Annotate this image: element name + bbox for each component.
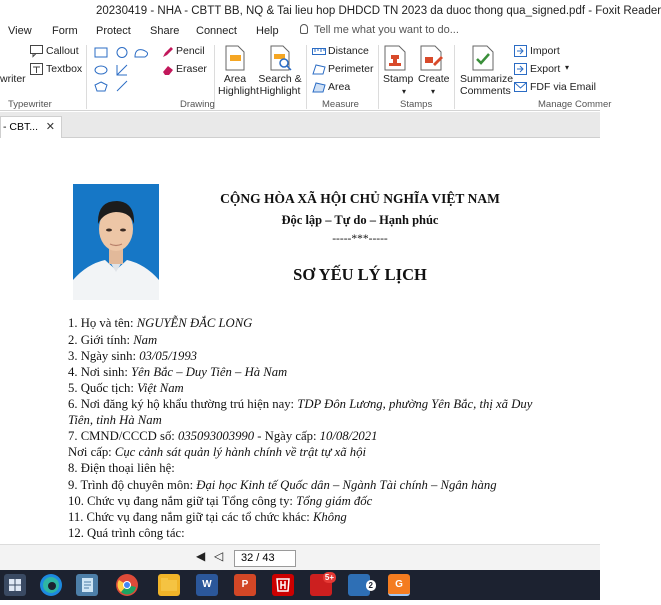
file-explorer-icon[interactable] [158, 574, 180, 596]
create-stamp-icon [420, 45, 444, 71]
national-header: CỘNG HÒA XÃ HỘI CHỦ NGHĨA VIỆT NAM [220, 191, 500, 206]
chrome-icon[interactable] [116, 574, 138, 596]
taskbar [0, 570, 600, 600]
edge-logo-icon [40, 574, 62, 596]
export-button[interactable]: Export [530, 63, 561, 75]
textbox-button[interactable]: Textbox [46, 63, 83, 75]
field-id [68, 429, 377, 444]
menu-bar [0, 22, 600, 41]
separator [454, 45, 455, 109]
field-phone [68, 461, 175, 476]
stamps-group-label: Stamps [400, 99, 433, 110]
summarize-comments-button[interactable] [460, 73, 514, 97]
ribbon [0, 41, 612, 111]
field-value: TDP Đôn Lương, phường Yên Bắc, thị xã Duy [297, 397, 533, 411]
manage-comments-group-label: Manage Commer [538, 99, 612, 110]
field-value: Nam [133, 333, 158, 347]
edge-browser-icon[interactable] [40, 574, 62, 596]
import-button[interactable]: Import [530, 45, 560, 57]
field-label: 11. Chức vụ đang nắm giữ tại các tổ chức khác: [68, 510, 313, 524]
import-icon [514, 45, 527, 57]
field-label: 10. Chức vụ đang nắm giữ tại Tổng công ty: [68, 494, 297, 508]
typewriter-group-label: Typewriter [8, 99, 52, 110]
menu-connect[interactable]: Connect [196, 25, 237, 37]
drawing-shapes-icons [93, 45, 153, 91]
perimeter-icon [312, 64, 326, 75]
separator [306, 45, 307, 109]
field-education [68, 478, 497, 493]
document-title: SƠ YẾU LÝ LỊCH [293, 265, 427, 284]
page-navigation [0, 544, 600, 570]
email-icon [514, 81, 527, 93]
field-work-history [68, 526, 185, 541]
field-label: 12. Quá trình công tác: [68, 526, 185, 540]
field-nationality [68, 381, 184, 396]
summarize-label-1: Summarize [460, 73, 514, 85]
callout-icon [30, 45, 43, 57]
close-tab-icon[interactable]: ✕ [45, 121, 55, 133]
field-label: 7. CMND/CCCD số: [68, 429, 178, 443]
windows-logo-icon [4, 574, 26, 596]
notepad-logo-icon [76, 574, 98, 596]
search-highlight-label-1: Search & [258, 73, 302, 85]
field-label: - Ngày cấp: [254, 429, 320, 443]
perimeter-button[interactable]: Perimeter [328, 63, 374, 75]
field-value: Đại học Kinh tế Quốc dân – Ngành Tài chính – Ngân hàng [196, 478, 497, 492]
title-bar [0, 0, 661, 22]
folder-icon [158, 574, 180, 596]
previous-page-icon[interactable]: ◁ [214, 549, 224, 563]
field-issued-by [68, 445, 366, 460]
field-value: Cục cảnh sát quản lý hành chính về trật tự xã hội [114, 445, 366, 459]
field-value: Tổng giám đốc [296, 494, 373, 508]
summarize-comments-icon [472, 45, 496, 71]
area-highlight-button[interactable] [218, 73, 259, 97]
field-label: 4. Nơi sinh: [68, 365, 132, 379]
header-divider: -----***----- [332, 233, 388, 245]
export-icon [514, 63, 527, 75]
area-measure-icon [312, 82, 326, 93]
area-highlight-label-2: Highlight [218, 85, 259, 97]
field-label: 9. Trình độ chuyên môn: [68, 478, 197, 492]
callout-button[interactable]: Callout [46, 45, 79, 57]
field-label: 2. Giới tính: [68, 333, 134, 347]
search-highlight-button[interactable] [258, 73, 302, 97]
eraser-button[interactable]: Eraser [176, 63, 207, 75]
menu-form[interactable]: Form [52, 25, 78, 37]
field-label: 3. Ngày sinh: [68, 349, 140, 363]
field-value: 03/05/1993 [139, 349, 198, 363]
summarize-label-2: Comments [460, 85, 511, 97]
field-value: 035093003990 [177, 429, 255, 443]
menu-share[interactable]: Share [150, 25, 180, 37]
field-value: Không [312, 510, 347, 524]
stamp-button[interactable]: Stamp [383, 73, 414, 85]
measure-group-label: Measure [322, 99, 359, 110]
distance-icon [312, 46, 326, 56]
field-label: 1. Họ và tên: [68, 316, 137, 330]
notification-badge: 5+ [324, 573, 334, 582]
field-birthplace [68, 365, 287, 380]
pencil-icon [162, 46, 174, 58]
foxit-reader-icon[interactable]: G [388, 574, 410, 596]
typewriter-button[interactable]: writer [0, 73, 26, 85]
field-value: Tiên, tỉnh Hà Nam [68, 413, 162, 427]
field-value: 10/08/2021 [319, 429, 378, 443]
notepad-icon[interactable] [76, 574, 98, 596]
search-highlight-label-2: Highlight [259, 85, 301, 97]
field-other-position [68, 510, 347, 525]
stamp-dropdown-icon[interactable]: ▾ [402, 87, 407, 96]
area-highlight-label-1: Area [223, 73, 247, 85]
document-tab[interactable] [0, 116, 62, 138]
first-page-icon[interactable]: ◀ [196, 549, 206, 563]
area-measure-button[interactable]: Area [328, 81, 351, 93]
textbox-icon [30, 63, 43, 75]
field-label: 6. Nơi đăng ký hộ khẩu thường trú hiện nay: [68, 397, 298, 411]
tell-me-text: Tell me what you want to do... [314, 24, 459, 36]
field-value: NGUYỄN ĐẮC LONG [136, 316, 253, 330]
portrait-photo [73, 184, 159, 300]
eraser-icon [162, 64, 174, 76]
window-count-badge: 2 [366, 580, 376, 591]
drawing-group-label: Drawing [180, 99, 215, 110]
document-page [0, 139, 600, 544]
menu-help[interactable]: Help [256, 25, 279, 37]
field-residence [68, 397, 532, 412]
national-motto: Độc lập – Tự do – Hạnh phúc [281, 213, 439, 227]
create-button[interactable]: Create [418, 73, 450, 85]
separator [378, 45, 379, 109]
menu-view[interactable]: View [8, 25, 32, 37]
field-gender [68, 333, 157, 348]
search-highlight-icon [270, 45, 292, 71]
distance-button[interactable]: Distance [328, 45, 369, 57]
field-value: Việt Nam [137, 381, 184, 395]
field-label: 5. Quốc tịch: [68, 381, 138, 395]
honda-app-icon[interactable] [272, 574, 294, 596]
word-icon[interactable]: W [196, 574, 218, 596]
export-dropdown-icon[interactable]: ▾ [565, 63, 570, 72]
document-tab-label: - CBT... [3, 121, 39, 133]
field-label: Nơi cấp: [68, 445, 115, 459]
stamp-icon [384, 45, 408, 71]
chrome-logo-icon [116, 574, 138, 596]
pencil-button[interactable]: Pencil [176, 45, 205, 57]
lightbulb-icon [300, 24, 308, 34]
powerpoint-icon[interactable]: P [234, 574, 256, 596]
fdf-via-email-button[interactable]: FDF via Email [530, 81, 596, 93]
create-dropdown-icon[interactable]: ▾ [431, 87, 436, 96]
page-number-input[interactable]: 32 / 43 [234, 550, 296, 567]
window-title: 20230419 - NHA - CBTT BB, NQ & Tai lieu hop DHDCD TN 2023 da duoc thong qua_signed.pdf - Foxit Reader [96, 5, 661, 17]
field-residence-cont [68, 413, 162, 428]
separator [86, 45, 87, 109]
field-position [68, 494, 372, 509]
honda-logo-icon [272, 574, 294, 596]
field-name [68, 316, 252, 331]
field-label: 8. Điện thoại liên hệ: [68, 461, 175, 475]
explorer-window-icon[interactable] [348, 574, 373, 596]
document-tab-bar [0, 112, 600, 138]
menu-protect[interactable]: Protect [96, 25, 131, 37]
start-button[interactable] [4, 574, 26, 596]
notification-app-icon[interactable] [310, 574, 332, 596]
field-value: Yên Bắc – Duy Tiên – Hà Nam [131, 365, 288, 379]
tell-me-search[interactable] [300, 24, 459, 36]
area-highlight-icon [225, 45, 245, 71]
field-dob [68, 349, 197, 364]
